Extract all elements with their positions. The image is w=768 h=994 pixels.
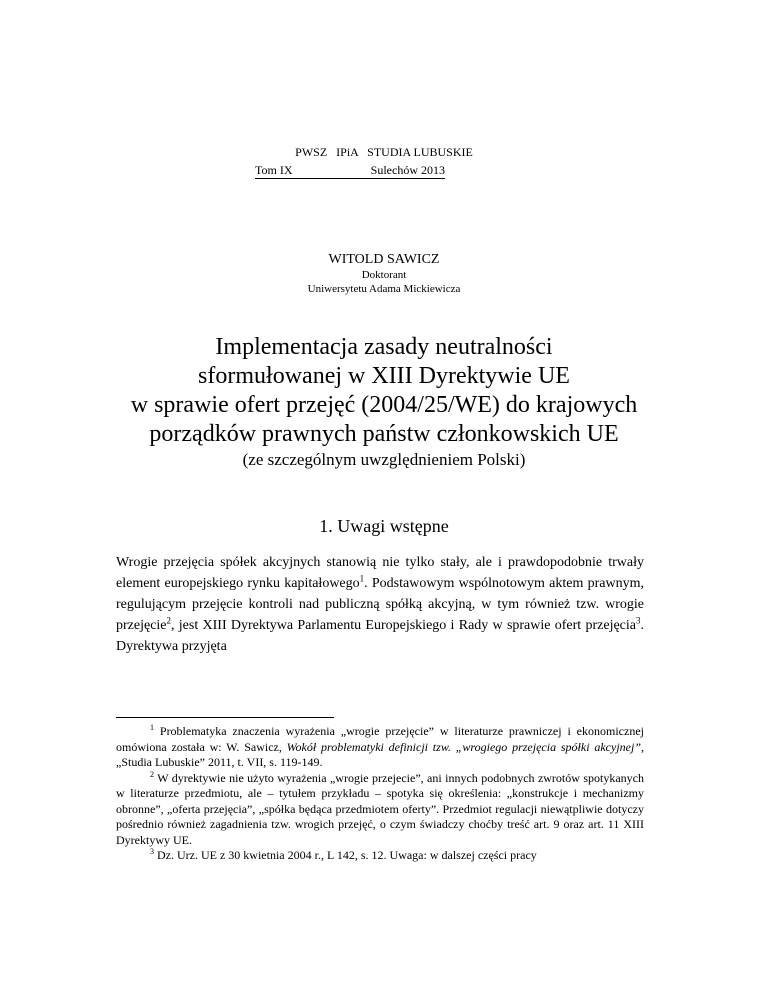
place-year: Sulechów 2013 [370, 163, 445, 177]
author-affiliation-2: Uniwersytetu Adama Mickiewicza [307, 283, 461, 295]
footnote-ref-2: 2 [166, 615, 172, 626]
footnote-number: 3 [150, 847, 154, 856]
paragraph-1 [116, 552, 644, 657]
footnote-cited-title: Wokół problematyki definicji tzw. „wrogiego przejęcia spółki akcyjnej” [286, 739, 641, 754]
footnote-number: 1 [150, 723, 154, 732]
paragraph-text: . Podstawowym wspólnotowym aktem prawnym, regulującym przejęcie kontroli nad publiczną spółką akcyjną, w tym również tzw. wrogie przejęcie [116, 576, 644, 633]
author-name: WITOLD SAWICZ [328, 252, 440, 267]
title-line-3: w sprawie ofert przejęć (2004/25/WE) do krajowych [130, 392, 638, 418]
footnote-text: Problematyka znaczenia wyrażenia „wrogie przejęcie” w literaturze prawniczej i ekonomicznej omówiona została w: W. Sawicz, [116, 724, 644, 754]
footnote-3 [116, 848, 644, 864]
title-line-4: porządków prawnych państw członkowskich UE [149, 421, 619, 447]
footnote-text: Dz. Urz. UE z 30 kwietnia 2004 r., L 142, s. 12. Uwaga: w dalszej części pracy [154, 848, 537, 862]
volume-number: Tom IX [255, 163, 293, 177]
paragraph-text: . Dyrektywa przyjęta [116, 618, 644, 654]
footnote-text: W dyrektywie nie użyto wyrażenia „wrogie przejecie”, ani innych podobnych zwrotów spotykanych w literaturze przedmiotu, ale – tytułem przykładu – spotyka się określenia: „konstrukcje i mechanizmy obronne”, „oferta przejęcia”, „spółka będąca przedmiotem oferty”. Przedmiot regulacji niewątpliwie dotyczy pośrednio również zagadnienia tzw. wrogich przejęć, o czym świadczy choćby treść art. 9 oraz art. 11 XIII Dyrektywy UE. [116, 770, 644, 847]
journal-series: PWSZ IPiA STUDIA LUBUSKIE [295, 145, 473, 159]
footnote-2 [116, 771, 644, 849]
section-heading: 1. Uwagi wstępne [319, 516, 449, 536]
article-subtitle: (ze szczególnym uwzględnieniem Polski) [242, 450, 526, 469]
title-line-1: Implementacja zasady neutralności [215, 334, 553, 360]
body-text [116, 552, 644, 657]
footnotes [116, 724, 644, 864]
title-line-2: sformułowanej w XIII Dyrektywie UE [198, 363, 570, 389]
footnote-ref-3: 3 [636, 615, 641, 626]
header-underline [255, 178, 445, 179]
author-affiliation-1: Doktorant [361, 269, 407, 281]
paragraph-text: , jest XIII Dyrektywa Parlamentu Europejskiego i Rady w sprawie ofert przejęcia [171, 618, 636, 633]
paragraph-text: Wrogie przejęcia spółek akcyjnych stanowią nie tylko stały, ale i prawdopodobnie trwały element europejskiego rynku kapitałowego [116, 555, 644, 591]
footnote-separator [116, 717, 334, 718]
footnote-ref-1: 1 [359, 573, 365, 584]
footnote-number: 2 [150, 769, 154, 779]
article-title [0, 333, 768, 449]
footnote-text: , „Studia Lubuskie” 2011, t. VII, s. 119-149. [116, 739, 644, 769]
footnote-1 [116, 724, 644, 771]
